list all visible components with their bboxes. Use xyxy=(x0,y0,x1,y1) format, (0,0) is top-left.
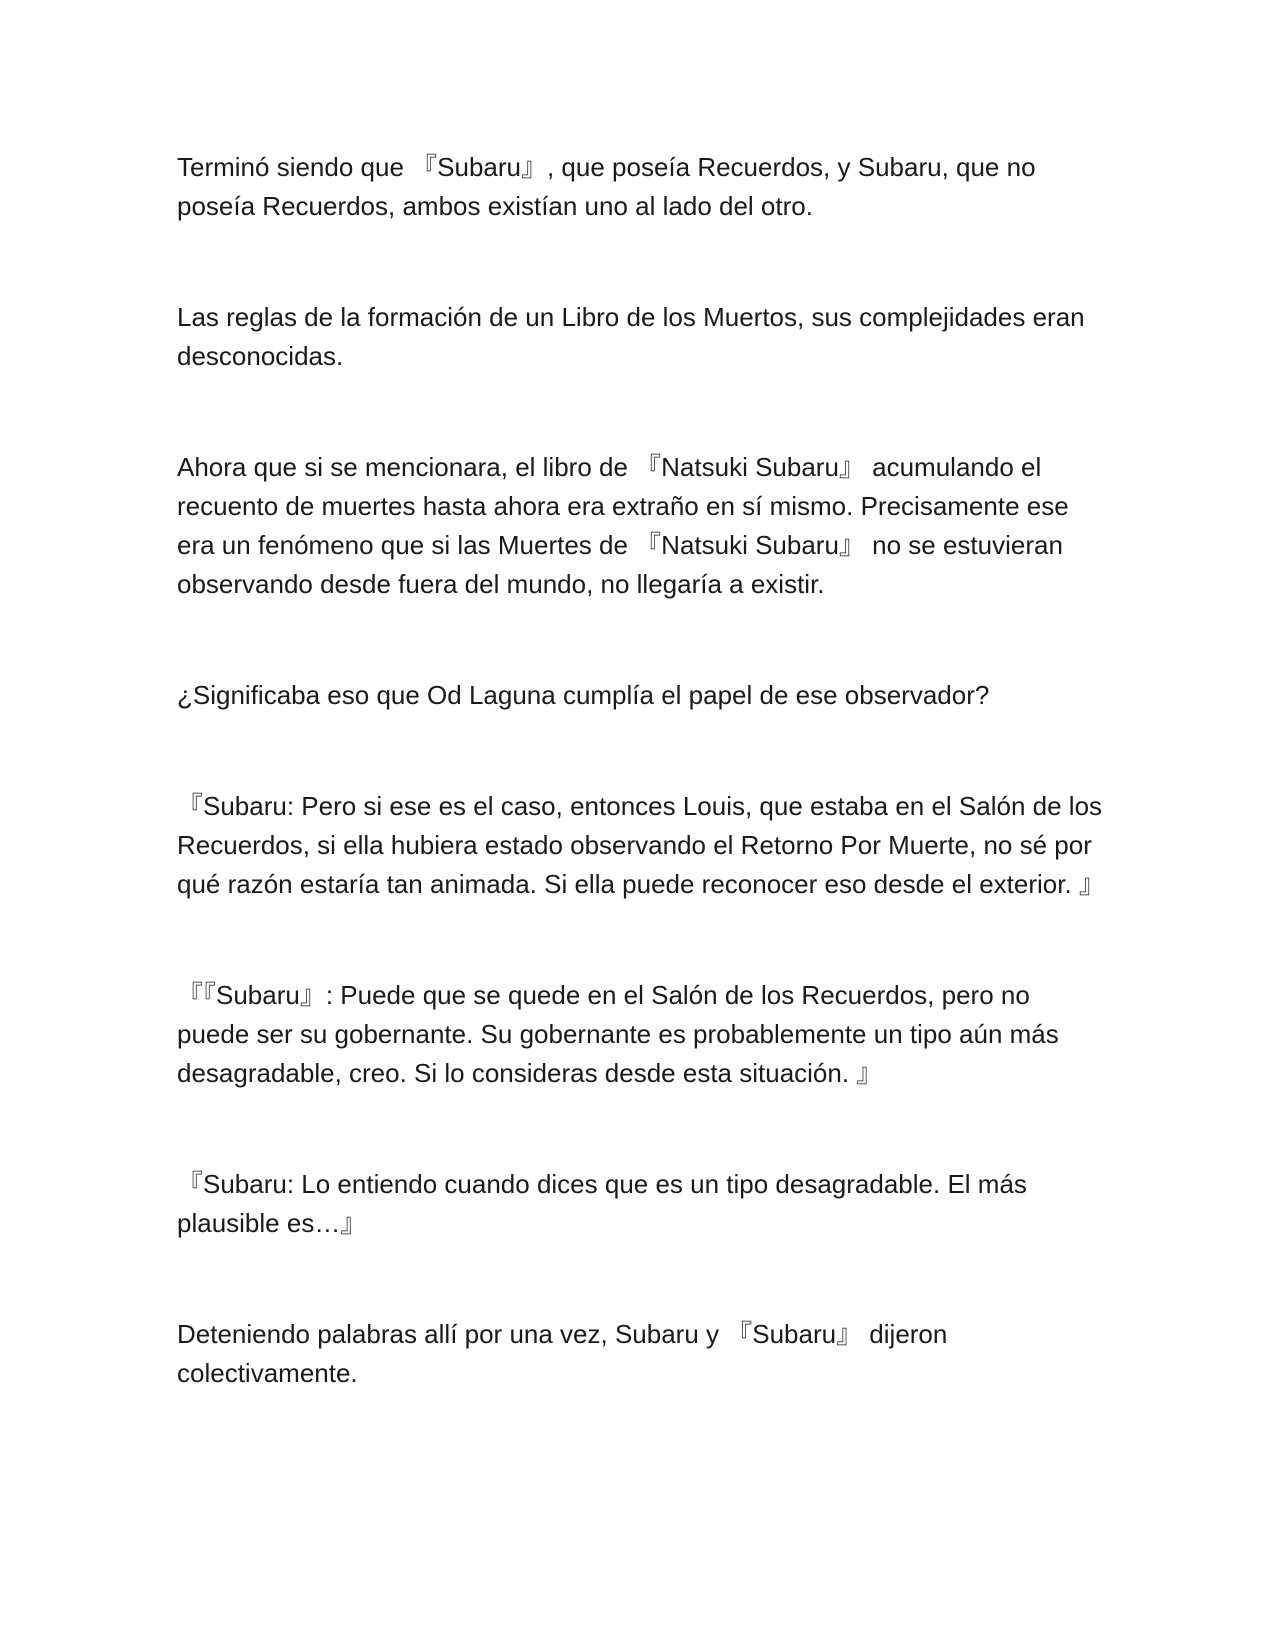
paragraph-3: Ahora que si se mencionara, el libro de 『Natsuki Subaru』 acumulando el recuento de muertes hasta ahora era extraño en sí mismo. Precisamente ese era un fenómeno que si las Muertes de 『Natsuki Subaru』 no se estuvieran observando desde fuera del mundo, no llegaría a existir. xyxy=(177,452,1076,599)
document-body xyxy=(177,148,1110,1393)
paragraph-6: 『『Subaru』: Puede que se quede en el Salón de los Recuerdos, pero no puede ser su gobernante. Su gobernante es probablemente un tipo aún más desagradable, creo. Si lo consideras desde esta situación. 』 xyxy=(177,980,1066,1088)
paragraph-7: 『Subaru: Lo entiendo cuando dices que es un tipo desagradable. El más plausible es…』 xyxy=(177,1169,1035,1238)
paragraph-1: Terminó siendo que 『Subaru』, que poseía Recuerdos, y Subaru, que no poseía Recuerdos, ambos existían uno al lado del otro. xyxy=(177,152,1043,221)
paragraph-8: Deteniendo palabras allí por una vez, Subaru y 『Subaru』 dijeron colectivamente. xyxy=(177,1319,955,1388)
paragraph-5: 『Subaru: Pero si ese es el caso, entonces Louis, que estaba en el Salón de los Recuerdos, si ella hubiera estado observando el Retorno Por Muerte, no sé por qué razón estaría tan animada. Si ella puede reconocer eso desde el exterior. 』 xyxy=(177,791,1110,899)
paragraph-2: Las reglas de la formación de un Libro de los Muertos, sus complejidades eran desconocidas. xyxy=(177,302,1092,371)
paragraph-4: ¿Significaba eso que Od Laguna cumplía el papel de ese observador? xyxy=(177,680,990,710)
